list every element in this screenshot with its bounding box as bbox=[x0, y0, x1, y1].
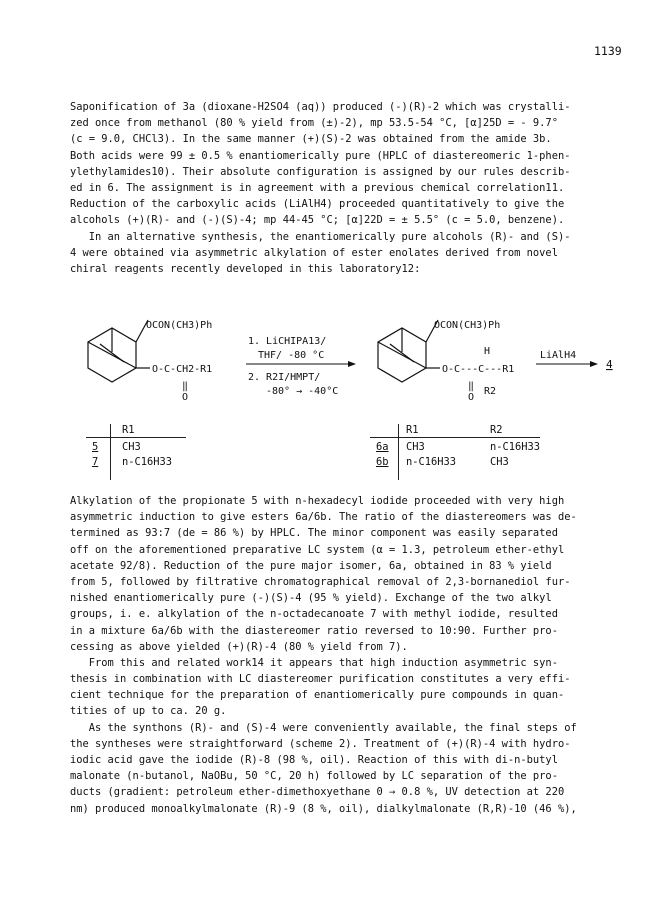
text-line: asymmetric induction to give esters 6a/6b. The ratio of the diastereomers was de- bbox=[70, 511, 577, 524]
text-line: chiral reagents recently developed in this laboratory12: bbox=[70, 262, 421, 275]
bornane-structure-left bbox=[88, 320, 150, 382]
compound-id: 5 bbox=[92, 441, 99, 453]
right-carbamate-label: OCON(CH3)Ph bbox=[434, 320, 501, 331]
compound-id: 7 bbox=[92, 456, 99, 468]
text-line: zed once from methanol (80 % yield from (±)-2), mp 53.5-54 °C, [α]25D = - 9.7° bbox=[70, 117, 558, 130]
paragraph-saponification bbox=[70, 99, 630, 277]
r1-value: CH3 bbox=[122, 441, 141, 453]
right-carbonyl-o: ‖ bbox=[468, 381, 475, 392]
text-line: thesis in combination with LC diastereomer purification constitutes a very effi- bbox=[70, 673, 571, 686]
right-h-label: H bbox=[484, 346, 491, 357]
r1-value: n-C16H33 bbox=[406, 456, 457, 468]
page-number: 1139 bbox=[594, 44, 622, 58]
text-line: termined as 93:7 (de = 86 %) by HPLC. The minor component was easily separated bbox=[70, 527, 558, 540]
text-line: off on the aforementioned preparative LC system (α = 1.3, petroleum ether-ethyl bbox=[70, 543, 565, 556]
table-left bbox=[92, 423, 172, 470]
table-right-header-r2: R2 bbox=[490, 424, 503, 436]
step1-label: 1. LiCHIPA13/ bbox=[248, 336, 327, 347]
text-line: cessing as above yielded (+)(R)-4 (80 % yield from 7). bbox=[70, 640, 408, 653]
text-line: the syntheses were straightforward (scheme 2). Treatment of (+)(R)-4 with hydro- bbox=[70, 737, 571, 750]
r2-value: n-C16H33 bbox=[490, 441, 541, 453]
table-right-header-r1: R1 bbox=[406, 424, 419, 436]
text-line: ducts (gradient: petroleum ether-dimethoxyethane 0 → 0.8 %, UV detection at 220 bbox=[70, 786, 565, 799]
text-line: groups, i. e. alkylation of the n-octadecanoate 7 with methyl iodide, resulted bbox=[70, 608, 558, 621]
table-right bbox=[376, 423, 540, 470]
reagent-label: LiAlH4 bbox=[540, 350, 577, 361]
text-line: alcohols (+)(R)- and (-)(S)-4; mp 44-45 °C; [α]22D = ± 5.5° (c = 5.0, benzene). bbox=[70, 214, 565, 227]
text-line: Saponification of 3a (dioxane-H2SO4 (aq)) produced (-)(R)-2 which was crystalli- bbox=[70, 101, 571, 113]
bornane-structure-right bbox=[378, 320, 440, 382]
text-line: As the synthons (R)- and (S)-4 were conveniently available, the final steps of bbox=[70, 721, 577, 734]
text-line: iodic acid gave the iodide (R)-8 (98 %, oil). Reaction of this with di-n-butyl bbox=[70, 754, 558, 766]
left-ester-label: O-C-CH2-R1 bbox=[152, 364, 213, 375]
right-ester-label: O-C---C---R1 bbox=[442, 364, 515, 375]
right-carbonyl-o2: O bbox=[468, 392, 475, 403]
left-carbonyl-o2: O bbox=[182, 392, 189, 403]
step1b-label: THF/ -80 °C bbox=[258, 350, 325, 361]
text-line: in a mixture 6a/6b with the diastereomer ratio reversed to 10:90. Further pro- bbox=[70, 624, 558, 637]
left-carbamate-label: OCON(CH3)Ph bbox=[146, 320, 213, 331]
text-line: ylethylamides10). Their absolute configuration is assigned by our rules describ- bbox=[70, 165, 571, 178]
text-line: Both acids were 99 ± 0.5 % enantiomerically pure (HPLC of diastereomeric 1-phen- bbox=[70, 149, 571, 162]
text-line: acetate 92/8). Reduction of the pure major isomer, 6a, obtained in 83 % yield bbox=[70, 559, 552, 572]
text-line: tities of up to ca. 20 g. bbox=[70, 705, 227, 718]
step2b-label: -80° → -40°C bbox=[266, 386, 339, 397]
compound-id: 6b bbox=[376, 456, 389, 468]
step2-label: 2. R2I/HMPT/ bbox=[248, 372, 321, 383]
compound-id: 6a bbox=[376, 441, 389, 453]
paragraph-alkylation bbox=[70, 493, 630, 817]
text-line: malonate (n-butanol, NaOBu, 50 °C, 20 h) followed by LC separation of the pro- bbox=[70, 770, 558, 783]
text-line: Reduction of the carboxylic acids (LiAlH4) proceeded quantitatively to give the bbox=[70, 198, 565, 211]
r1-value: CH3 bbox=[406, 441, 425, 453]
text-line: Alkylation of the propionate 5 with n-hexadecyl iodide proceeded with very high bbox=[70, 495, 565, 507]
text-line: ed in 6. The assignment is in agreement with a previous chemical correlation11. bbox=[70, 181, 565, 194]
text-line: 4 were obtained via asymmetric alkylation of ester enolates derived from novel bbox=[70, 246, 558, 259]
r1-value: n-C16H33 bbox=[122, 456, 173, 468]
text-line: In an alternative synthesis, the enantiomerically pure alcohols (R)- and (S)- bbox=[70, 230, 571, 243]
text-line: nished enantiomerically pure (-)(S)-4 (95 % yield). Exchange of the two alkyl bbox=[70, 592, 552, 605]
text-line: From this and related work14 it appears that high induction asymmetric syn- bbox=[70, 656, 558, 669]
r2-value: CH3 bbox=[490, 456, 509, 468]
product-label: 4 bbox=[606, 358, 613, 371]
left-carbonyl-o: ‖ bbox=[182, 381, 189, 392]
text-line: (c = 9.0, CHCl3). In the same manner (+)(S)-2 was obtained from the amide 3b. bbox=[70, 133, 552, 146]
right-r2-label: R2 bbox=[484, 386, 497, 397]
text-line: cient technique for the preparation of enantiomerically pure compounds in quan- bbox=[70, 689, 565, 702]
text-line: nm) produced monoalkylmalonate (R)-9 (8 %, oil), dialkylmalonate (R,R)-10 (46 %), bbox=[70, 802, 577, 815]
text-line: from 5, followed by filtrative chromatographical removal of 2,3-bornanediol fur- bbox=[70, 575, 571, 588]
table-left-header: R1 bbox=[122, 424, 135, 436]
